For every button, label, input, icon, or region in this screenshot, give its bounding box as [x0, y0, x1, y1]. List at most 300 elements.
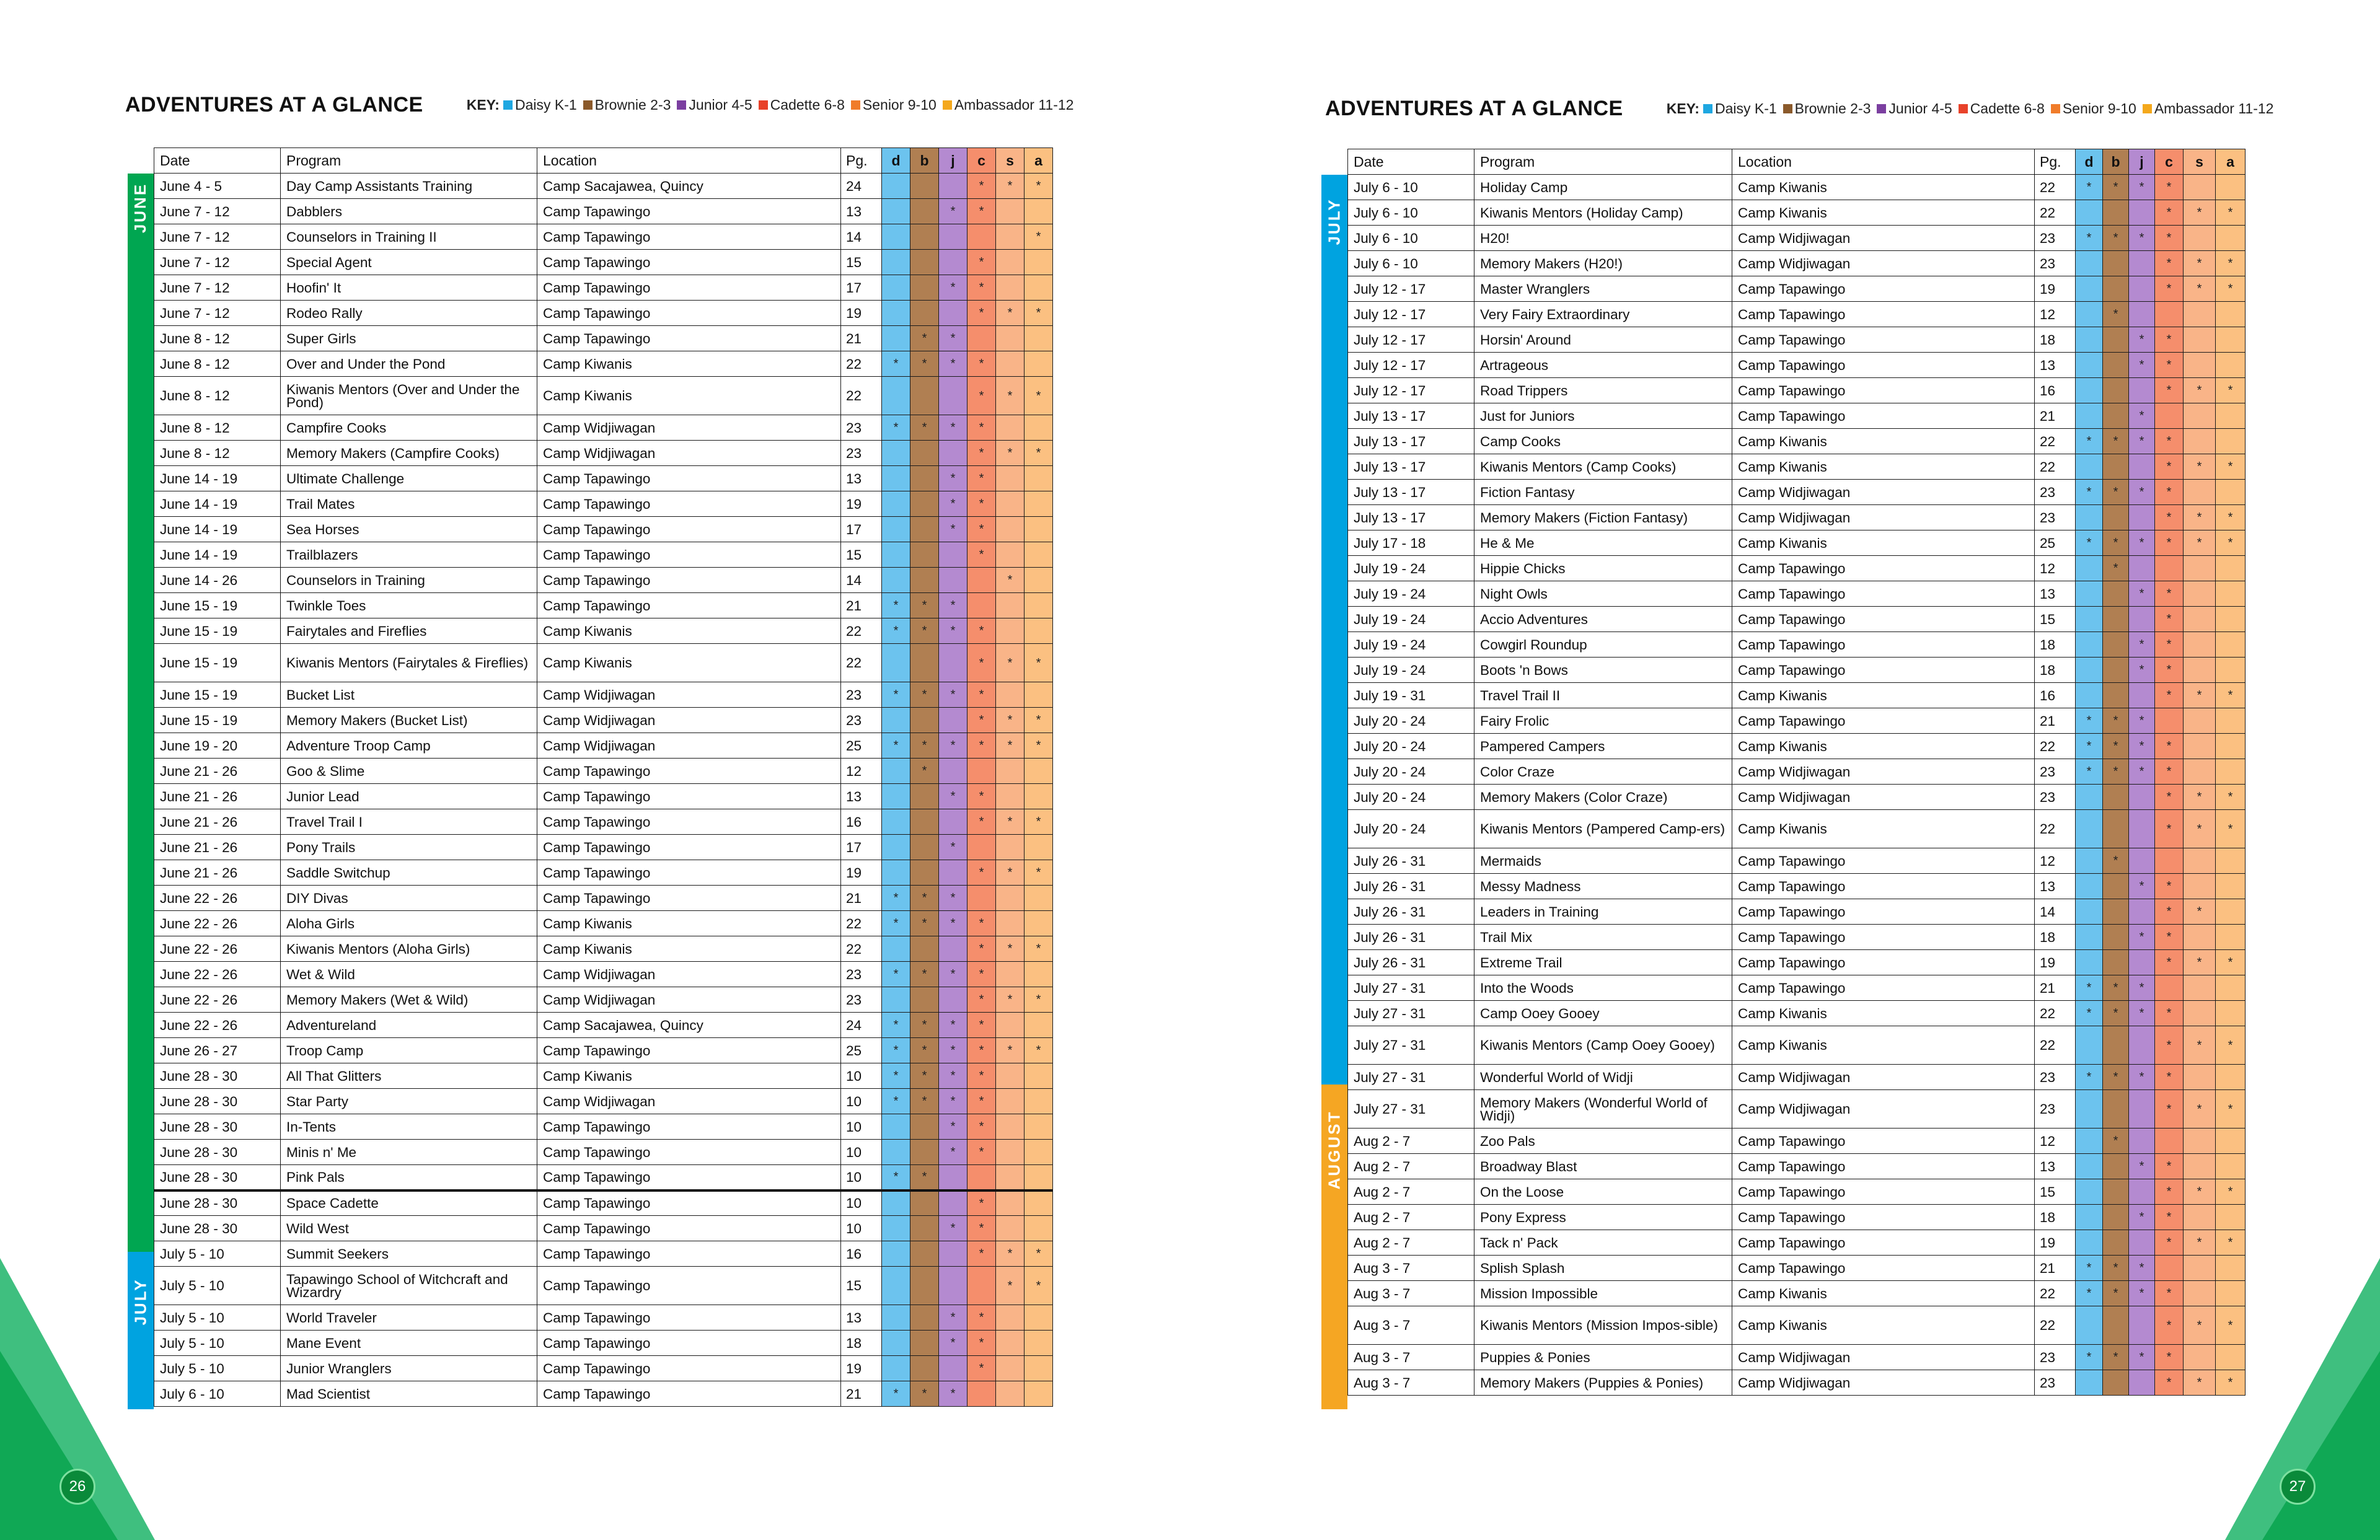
- cell-page: 21: [2035, 975, 2076, 1001]
- cell-location: Camp Tapawingo: [1732, 327, 2035, 353]
- cell-location: Camp Widjiwagan: [1732, 759, 2035, 785]
- cell-level-c: *: [967, 466, 996, 491]
- cell-page: 22: [2035, 1026, 2076, 1065]
- cell-level-s: [996, 275, 1025, 301]
- table-row: [154, 593, 1053, 618]
- table-row: [154, 1165, 1053, 1190]
- cell-level-d: *: [2076, 530, 2103, 556]
- table-row: [154, 886, 1053, 911]
- cell-page: 22: [841, 644, 882, 682]
- cell-level-a: *: [2216, 1370, 2246, 1396]
- table-row: [1348, 556, 2246, 581]
- cell-level-a: *: [1025, 301, 1053, 326]
- cell-level-c: [967, 1381, 996, 1407]
- cell-level-b: [910, 1356, 939, 1381]
- cell-program: Mission Impossible: [1474, 1281, 1732, 1306]
- cell-program: DIY Divas: [281, 886, 537, 911]
- cell-level-a: [2216, 632, 2246, 658]
- cell-page: 15: [841, 250, 882, 275]
- header-date: Date: [1348, 149, 1474, 175]
- cell-location: Camp Kiwanis: [1732, 530, 2035, 556]
- cell-date: July 26 - 31: [1348, 950, 1474, 975]
- cell-page: 23: [2035, 226, 2076, 251]
- cell-program: Counselors in Training: [281, 568, 537, 593]
- cell-date: July 13 - 17: [1348, 454, 1474, 480]
- cell-level-c: *: [967, 491, 996, 517]
- cell-level-s: *: [996, 936, 1025, 962]
- cell-level-s: *: [996, 377, 1025, 415]
- cell-level-d: [2076, 1179, 2103, 1205]
- cell-location: Camp Widjiwagan: [1732, 226, 2035, 251]
- cell-page: 18: [841, 1331, 882, 1356]
- table-row: [1348, 251, 2246, 276]
- cell-level-c: *: [2155, 353, 2184, 378]
- cell-level-a: [1025, 593, 1053, 618]
- cell-location: Camp Widjiwagan: [1732, 1065, 2035, 1090]
- cell-level-j: *: [2129, 480, 2155, 505]
- cell-level-a: [2216, 556, 2246, 581]
- cell-level-a: *: [1025, 987, 1053, 1013]
- cell-level-c: *: [2155, 581, 2184, 607]
- cell-location: Camp Widjiwagan: [537, 682, 841, 708]
- cell-level-c: *: [967, 1356, 996, 1381]
- cell-level-b: [910, 491, 939, 517]
- header-location: Location: [537, 148, 841, 174]
- cell-level-j: [939, 759, 967, 784]
- cell-location: Camp Tapawingo: [1732, 1179, 2035, 1205]
- cell-level-s: [2184, 226, 2216, 251]
- key-item: [1783, 100, 1871, 117]
- cell-date: July 17 - 18: [1348, 530, 1474, 556]
- cell-program: Memory Makers (H20!): [1474, 251, 1732, 276]
- cell-level-j: [939, 809, 967, 835]
- cell-level-s: [2184, 1129, 2216, 1154]
- cell-level-j: [939, 301, 967, 326]
- cell-page: 22: [841, 936, 882, 962]
- cell-level-c: *: [967, 275, 996, 301]
- cell-location: Camp Widjiwagan: [537, 1089, 841, 1114]
- cell-location: Camp Kiwanis: [537, 644, 841, 682]
- cell-level-j: *: [939, 199, 967, 224]
- cell-level-d: *: [882, 1013, 910, 1038]
- cell-page: 12: [841, 759, 882, 784]
- cell-date: June 28 - 30: [154, 1216, 281, 1241]
- table-row: [154, 759, 1053, 784]
- table-row: [154, 962, 1053, 987]
- cell-level-a: [1025, 1114, 1053, 1140]
- cell-date: June 14 - 19: [154, 491, 281, 517]
- cell-level-d: *: [2076, 759, 2103, 785]
- cell-location: Camp Tapawingo: [1732, 276, 2035, 302]
- cell-date: July 19 - 31: [1348, 683, 1474, 708]
- table-row: [1348, 785, 2246, 810]
- table-row: [154, 1013, 1053, 1038]
- cell-date: June 8 - 12: [154, 415, 281, 441]
- cell-level-a: [2216, 925, 2246, 950]
- left-heading-row: [125, 93, 1080, 117]
- table-row: [154, 1114, 1053, 1140]
- cell-level-s: [996, 1063, 1025, 1089]
- cell-level-a: [1025, 1331, 1053, 1356]
- cell-program: Kiwanis Mentors (Holiday Camp): [1474, 200, 1732, 226]
- cell-level-a: [2216, 708, 2246, 734]
- cell-level-c: *: [967, 1216, 996, 1241]
- key-item-label: Brownie 2-3: [1794, 100, 1871, 117]
- cell-location: Camp Tapawingo: [1732, 708, 2035, 734]
- cell-date: July 19 - 24: [1348, 632, 1474, 658]
- cell-date: June 22 - 26: [154, 936, 281, 962]
- cell-level-b: [910, 1305, 939, 1331]
- key-item: [583, 97, 671, 113]
- cell-level-a: [1025, 466, 1053, 491]
- key-item-label: Senior 9-10: [862, 97, 937, 113]
- cell-level-j: *: [939, 1331, 967, 1356]
- cell-date: July 26 - 31: [1348, 899, 1474, 925]
- cell-level-b: *: [910, 618, 939, 644]
- cell-page: 23: [2035, 1065, 2076, 1090]
- cell-level-a: [1025, 250, 1053, 275]
- cell-page: 12: [2035, 556, 2076, 581]
- cell-page: 25: [2035, 530, 2076, 556]
- cell-page: 13: [841, 1305, 882, 1331]
- cell-date: June 22 - 26: [154, 886, 281, 911]
- cell-program: Over and Under the Pond: [281, 351, 537, 377]
- cell-date: July 26 - 31: [1348, 874, 1474, 899]
- level-key: [1667, 100, 2280, 117]
- cell-level-s: [996, 517, 1025, 542]
- cell-level-j: *: [939, 415, 967, 441]
- cell-date: June 14 - 19: [154, 542, 281, 568]
- cell-page: 23: [2035, 480, 2076, 505]
- cell-date: July 5 - 10: [154, 1331, 281, 1356]
- cell-level-c: *: [967, 250, 996, 275]
- cell-page: 17: [841, 835, 882, 860]
- cell-level-c: *: [967, 441, 996, 466]
- cell-level-c: *: [967, 1305, 996, 1331]
- cell-level-d: *: [882, 1089, 910, 1114]
- level-key: [467, 97, 1080, 113]
- cell-level-j: [939, 860, 967, 886]
- key-swatch: [943, 100, 952, 110]
- cell-date: Aug 3 - 7: [1348, 1345, 1474, 1370]
- cell-program: Kiwanis Mentors (Mission Impos-sible): [1474, 1306, 1732, 1345]
- cell-date: Aug 3 - 7: [1348, 1281, 1474, 1306]
- cell-level-b: *: [2103, 1281, 2129, 1306]
- cell-level-d: [882, 174, 910, 199]
- cell-level-a: [1025, 1356, 1053, 1381]
- cell-level-a: [1025, 962, 1053, 987]
- cell-program: Extreme Trail: [1474, 950, 1732, 975]
- cell-level-j: [939, 1356, 967, 1381]
- cell-level-s: [2184, 874, 2216, 899]
- table-row: [154, 326, 1053, 351]
- cell-level-c: *: [2155, 607, 2184, 632]
- cell-program: Kiwanis Mentors (Pampered Camp-ers): [1474, 810, 1732, 848]
- key-swatch: [2143, 104, 2152, 113]
- header-level-s: s: [996, 148, 1025, 174]
- cell-level-s: *: [996, 441, 1025, 466]
- cell-level-d: [2076, 848, 2103, 874]
- cell-location: Camp Tapawingo: [537, 860, 841, 886]
- cell-program: Junior Lead: [281, 784, 537, 809]
- table-row: [154, 1241, 1053, 1267]
- cell-level-b: [2103, 1179, 2129, 1205]
- cell-level-a: *: [2216, 251, 2246, 276]
- cell-level-c: *: [2155, 1205, 2184, 1230]
- cell-program: Memory Makers (Wonderful World of Widji): [1474, 1090, 1732, 1129]
- header-level-b: b: [910, 148, 939, 174]
- cell-level-s: *: [2184, 1179, 2216, 1205]
- cell-level-j: [2129, 1306, 2155, 1345]
- cell-level-s: *: [2184, 200, 2216, 226]
- key-item-label: Daisy K-1: [1714, 100, 1777, 117]
- key-item: [943, 97, 1074, 113]
- cell-level-j: *: [2129, 925, 2155, 950]
- cell-program: Color Craze: [1474, 759, 1732, 785]
- cell-page: 23: [2035, 785, 2076, 810]
- cell-level-s: *: [2184, 454, 2216, 480]
- cell-level-d: [2076, 302, 2103, 327]
- cell-level-d: [2076, 1205, 2103, 1230]
- cell-level-a: *: [2216, 810, 2246, 848]
- cell-level-s: [2184, 708, 2216, 734]
- cell-page: 10: [841, 1089, 882, 1114]
- cell-level-j: *: [2129, 175, 2155, 200]
- cell-level-c: *: [2155, 874, 2184, 899]
- cell-level-j: *: [939, 962, 967, 987]
- cell-level-s: [2184, 1001, 2216, 1026]
- cell-level-b: *: [2103, 480, 2129, 505]
- cell-level-s: [996, 491, 1025, 517]
- page-number: 27: [2280, 1469, 2316, 1505]
- cell-location: Camp Widjiwagan: [1732, 785, 2035, 810]
- cell-level-a: [1025, 784, 1053, 809]
- table-row: [1348, 1256, 2246, 1281]
- cell-level-b: [2103, 1230, 2129, 1256]
- cell-level-b: [2103, 874, 2129, 899]
- cell-date: June 7 - 12: [154, 275, 281, 301]
- cell-level-s: [996, 1331, 1025, 1356]
- cell-program: Goo & Slime: [281, 759, 537, 784]
- cell-date: June 22 - 26: [154, 987, 281, 1013]
- table-row: [154, 250, 1053, 275]
- cell-level-b: [2103, 607, 2129, 632]
- cell-location: Camp Widjiwagan: [1732, 480, 2035, 505]
- cell-level-s: [996, 1216, 1025, 1241]
- key-swatch: [2051, 104, 2060, 113]
- cell-program: Trailblazers: [281, 542, 537, 568]
- cell-level-a: [2216, 403, 2246, 429]
- cell-date: July 12 - 17: [1348, 327, 1474, 353]
- cell-program: Trail Mates: [281, 491, 537, 517]
- cell-level-d: [2076, 925, 2103, 950]
- cell-level-j: [2129, 950, 2155, 975]
- month-label-august: AUGUST: [1324, 1110, 1344, 1189]
- cell-date: July 6 - 10: [154, 1381, 281, 1407]
- cell-location: Camp Tapawingo: [537, 1241, 841, 1267]
- cell-program: Troop Camp: [281, 1038, 537, 1063]
- cell-date: July 20 - 24: [1348, 785, 1474, 810]
- cell-level-s: [2184, 175, 2216, 200]
- cell-location: Camp Tapawingo: [537, 224, 841, 250]
- cell-level-b: [910, 835, 939, 860]
- cell-level-b: [910, 517, 939, 542]
- key-swatch: [503, 100, 513, 110]
- cell-location: Camp Tapawingo: [1732, 607, 2035, 632]
- cell-level-d: [882, 759, 910, 784]
- table-row: [154, 542, 1053, 568]
- cell-level-s: *: [2184, 899, 2216, 925]
- cell-level-a: *: [1025, 936, 1053, 962]
- cell-level-a: *: [2216, 1026, 2246, 1065]
- cell-level-d: [2076, 658, 2103, 683]
- cell-program: Memory Makers (Color Craze): [1474, 785, 1732, 810]
- cell-level-a: [2216, 1001, 2246, 1026]
- cell-program: Boots 'n Bows: [1474, 658, 1732, 683]
- table-row: [154, 1140, 1053, 1165]
- cell-level-b: *: [910, 759, 939, 784]
- cell-level-d: *: [882, 618, 910, 644]
- cell-level-s: *: [996, 1267, 1025, 1305]
- cell-level-c: *: [2155, 1090, 2184, 1129]
- cell-level-d: [2076, 276, 2103, 302]
- cell-level-c: *: [967, 1089, 996, 1114]
- cell-date: July 12 - 17: [1348, 302, 1474, 327]
- cell-program: Fairytales and Fireflies: [281, 618, 537, 644]
- cell-level-b: [910, 1331, 939, 1356]
- cell-date: June 8 - 12: [154, 377, 281, 415]
- cell-level-d: *: [2076, 1281, 2103, 1306]
- key-label: KEY:: [466, 97, 500, 113]
- cell-level-b: [910, 568, 939, 593]
- cell-location: Camp Tapawingo: [537, 1267, 841, 1305]
- cell-level-c: *: [967, 1013, 996, 1038]
- cell-level-d: [882, 568, 910, 593]
- cell-level-a: [1025, 911, 1053, 936]
- cell-date: Aug 3 - 7: [1348, 1306, 1474, 1345]
- cell-date: July 5 - 10: [154, 1356, 281, 1381]
- cell-level-j: [939, 250, 967, 275]
- cell-program: Messy Madness: [1474, 874, 1732, 899]
- table-row: [1348, 1205, 2246, 1230]
- cell-level-s: *: [2184, 1090, 2216, 1129]
- cell-page: 16: [841, 809, 882, 835]
- cell-page: 23: [841, 962, 882, 987]
- cell-level-b: [910, 542, 939, 568]
- page-title: ADVENTURES AT A GLANCE: [125, 93, 423, 117]
- cell-level-d: [2076, 874, 2103, 899]
- table-row: [154, 1089, 1053, 1114]
- cell-level-s: [2184, 556, 2216, 581]
- cell-level-a: [2216, 734, 2246, 759]
- cell-level-d: [882, 1331, 910, 1356]
- cell-level-c: *: [967, 936, 996, 962]
- cell-level-d: [882, 809, 910, 835]
- cell-level-j: [2129, 556, 2155, 581]
- cell-level-d: [2076, 200, 2103, 226]
- cell-level-s: [2184, 403, 2216, 429]
- cell-location: Camp Tapawingo: [537, 1305, 841, 1331]
- cell-date: June 14 - 19: [154, 466, 281, 491]
- cell-level-c: *: [967, 733, 996, 759]
- cell-page: 21: [2035, 403, 2076, 429]
- cell-level-s: *: [996, 301, 1025, 326]
- cell-location: Camp Kiwanis: [1732, 1001, 2035, 1026]
- cell-level-d: *: [2076, 1345, 2103, 1370]
- cell-level-d: *: [882, 911, 910, 936]
- cell-level-b: [910, 708, 939, 733]
- cell-program: Rodeo Rally: [281, 301, 537, 326]
- cell-level-b: [910, 1114, 939, 1140]
- cell-page: 14: [2035, 899, 2076, 925]
- cell-date: July 13 - 17: [1348, 505, 1474, 530]
- cell-location: Camp Tapawingo: [537, 1114, 841, 1140]
- cell-level-c: *: [2155, 734, 2184, 759]
- cell-program: Ultimate Challenge: [281, 466, 537, 491]
- cell-location: Camp Kiwanis: [1732, 1281, 2035, 1306]
- cell-level-a: [2216, 848, 2246, 874]
- cell-level-c: *: [2155, 454, 2184, 480]
- cell-level-c: *: [967, 644, 996, 682]
- cell-level-j: *: [939, 618, 967, 644]
- cell-level-s: [996, 618, 1025, 644]
- cell-program: H20!: [1474, 226, 1732, 251]
- cell-date: June 28 - 30: [154, 1140, 281, 1165]
- cell-location: Camp Tapawingo: [537, 517, 841, 542]
- cell-date: June 8 - 12: [154, 351, 281, 377]
- cell-level-a: *: [1025, 809, 1053, 835]
- cell-location: Camp Tapawingo: [537, 568, 841, 593]
- cell-level-a: [2216, 429, 2246, 454]
- table-row: [1348, 276, 2246, 302]
- cell-level-d: [2076, 454, 2103, 480]
- cell-date: June 15 - 19: [154, 593, 281, 618]
- cell-level-b: *: [2103, 759, 2129, 785]
- cell-page: 13: [841, 466, 882, 491]
- cell-level-d: *: [882, 682, 910, 708]
- month-bar-june: [128, 174, 154, 1252]
- cell-location: Camp Tapawingo: [537, 886, 841, 911]
- table-row: [1348, 1026, 2246, 1065]
- cell-date: July 19 - 24: [1348, 581, 1474, 607]
- cell-level-j: [939, 1241, 967, 1267]
- cell-level-d: [882, 250, 910, 275]
- cell-level-b: *: [2103, 1256, 2129, 1281]
- cell-level-j: *: [939, 491, 967, 517]
- cell-program: Just for Juniors: [1474, 403, 1732, 429]
- cell-level-d: [882, 491, 910, 517]
- cell-level-s: [996, 351, 1025, 377]
- cell-level-s: *: [996, 174, 1025, 199]
- cell-program: Junior Wranglers: [281, 1356, 537, 1381]
- cell-program: Fiction Fantasy: [1474, 480, 1732, 505]
- cell-program: Mad Scientist: [281, 1381, 537, 1407]
- cell-level-c: [2155, 403, 2184, 429]
- cell-program: Travel Trail I: [281, 809, 537, 835]
- cell-level-c: *: [2155, 1026, 2184, 1065]
- header-level-s: s: [2184, 149, 2216, 175]
- cell-level-j: *: [939, 911, 967, 936]
- cell-location: Camp Kiwanis: [1732, 200, 2035, 226]
- cell-level-b: [2103, 683, 2129, 708]
- cell-location: Camp Tapawingo: [537, 326, 841, 351]
- cell-level-j: *: [939, 1140, 967, 1165]
- table-row: [1348, 226, 2246, 251]
- cell-level-c: *: [2155, 1370, 2184, 1396]
- cell-level-s: [996, 1089, 1025, 1114]
- cell-program: Kiwanis Mentors (Aloha Girls): [281, 936, 537, 962]
- header-level-d: d: [882, 148, 910, 174]
